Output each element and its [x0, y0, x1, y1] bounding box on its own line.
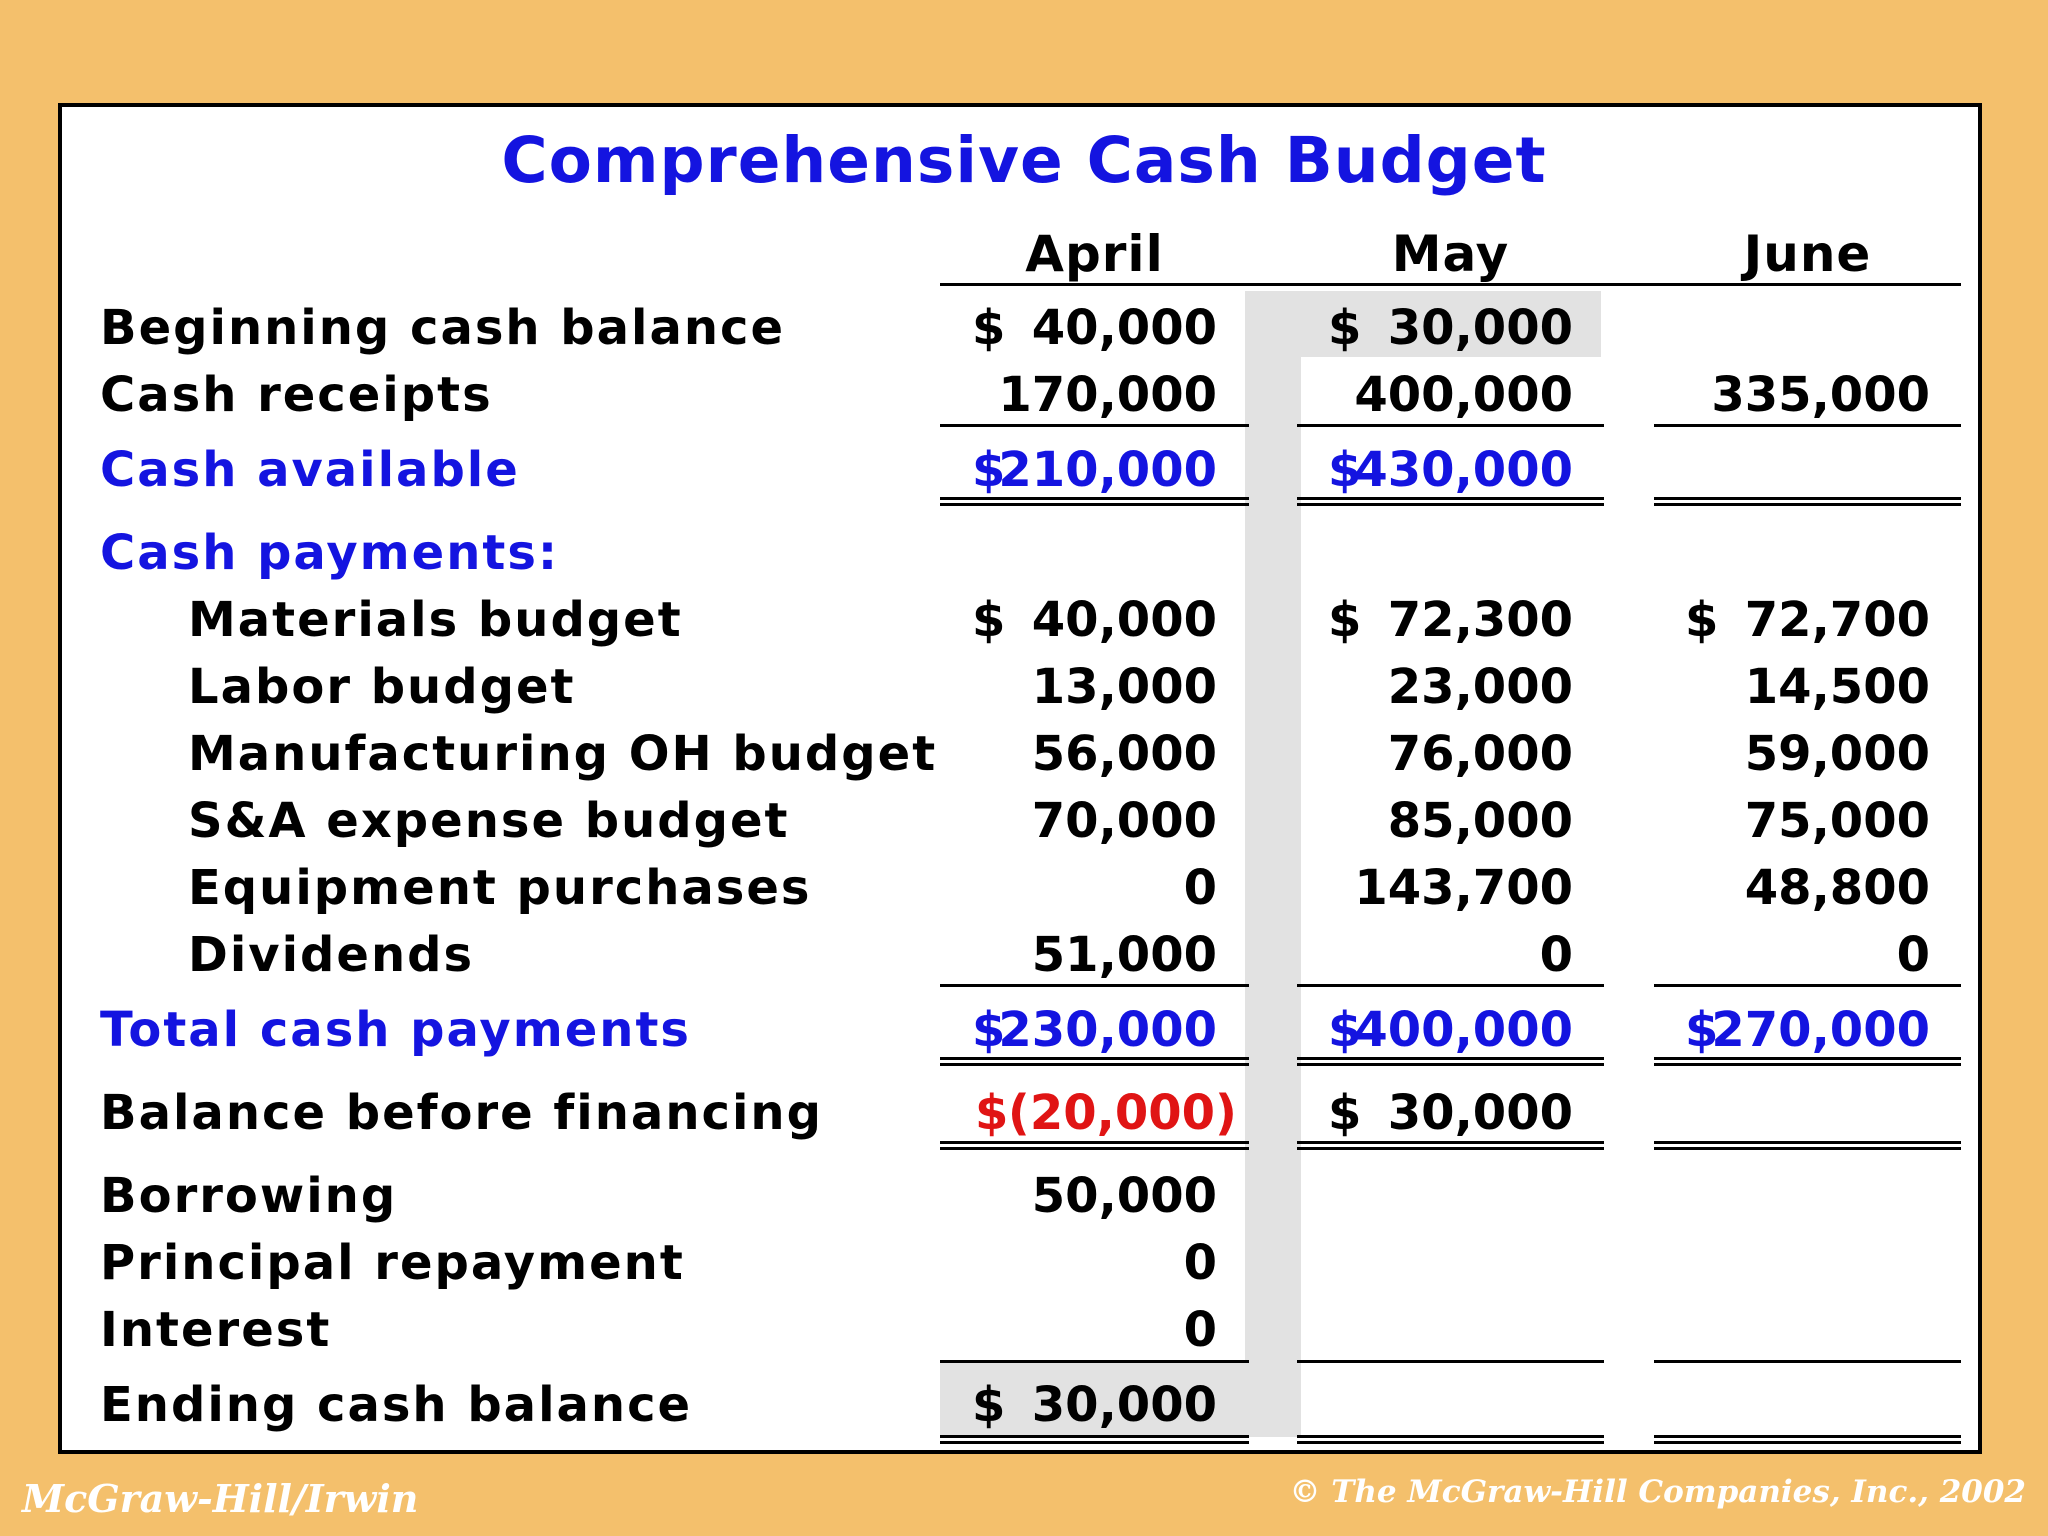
row-label-cash-receipts: Cash receipts	[100, 367, 493, 423]
dollar-sign: $	[1328, 442, 1362, 498]
beginning-cash-balance-may	[1328, 298, 1573, 358]
row-label-beginning-cash-balance: Beginning cash balance	[100, 300, 786, 356]
cell-value: 85,000	[1387, 793, 1573, 849]
cell-value: 72,300	[1387, 592, 1573, 648]
total-double-line	[1297, 1057, 1604, 1066]
copyright-footer: © The McGraw-Hill Companies, Inc., 2002	[1289, 1474, 2026, 1510]
dollar-sign: $	[1685, 1002, 1719, 1058]
sa-expense-budget-june	[1685, 791, 1930, 851]
column-header-may: May	[1391, 225, 1510, 283]
subtotal-line	[1654, 984, 1961, 987]
total-double-line	[1297, 1141, 1604, 1150]
total-double-line	[1654, 1435, 1961, 1444]
cell-value: (20,000)	[1007, 1085, 1237, 1141]
dollar-sign: $	[1328, 300, 1362, 356]
manufacturing-oh-budget-june	[1685, 724, 1930, 784]
row-label-sa-expense-budget: S&A expense budget	[188, 793, 790, 849]
cell-value: 400,000	[1354, 367, 1573, 423]
dollar-sign: $	[1328, 1085, 1362, 1141]
row-label-balance-before-financing: Balance before financing	[100, 1085, 823, 1141]
total-double-line	[1654, 1057, 1961, 1066]
cell-value: 143,700	[1354, 860, 1573, 916]
page-title: Comprehensive Cash Budget	[501, 124, 1547, 197]
cell-value: 0	[1896, 927, 1930, 983]
equipment-purchases-may	[1328, 858, 1573, 918]
cell-value: 48,800	[1744, 860, 1930, 916]
row-label-equipment-purchases: Equipment purchases	[188, 860, 812, 916]
beginning-cash-balance-april	[972, 298, 1217, 358]
subtotal-line	[1297, 984, 1604, 987]
cell-value: 30,000	[1387, 300, 1573, 356]
cell-value: 72,700	[1744, 592, 1930, 648]
materials-budget-may	[1328, 590, 1573, 650]
row-label-borrowing: Borrowing	[100, 1168, 398, 1224]
row-label-labor-budget: Labor budget	[188, 659, 576, 715]
section-label-cash-payments: Cash payments:	[100, 525, 560, 581]
cash-available-may	[1328, 440, 1573, 500]
subtotal-line	[1654, 1360, 1961, 1363]
row-label-principal-repayment: Principal repayment	[100, 1235, 685, 1291]
cell-value: 23,000	[1387, 659, 1573, 715]
subtotal-line	[1654, 424, 1961, 427]
column-header-june: June	[1743, 225, 1872, 283]
total-cash-payments-april	[972, 1000, 1217, 1060]
subtotal-line	[1297, 1360, 1604, 1363]
cell-value: 40,000	[1031, 592, 1217, 648]
dollar-sign: $	[972, 300, 1006, 356]
equipment-purchases-june	[1685, 858, 1930, 918]
dividends-may	[1328, 925, 1573, 985]
cash-receipts-june	[1685, 365, 1930, 425]
row-label-dividends: Dividends	[188, 927, 475, 983]
dividends-june	[1685, 925, 1930, 985]
balance-before-financing-april	[975, 1083, 1237, 1143]
equipment-purchases-april	[972, 858, 1217, 918]
dollar-sign: $	[972, 442, 1006, 498]
cell-value: 0	[1183, 1235, 1217, 1291]
cell-value: 59,000	[1744, 726, 1930, 782]
row-label-total-cash-payments: Total cash payments	[100, 1002, 691, 1058]
subtotal-line	[940, 424, 1249, 427]
labor-budget-june	[1685, 657, 1930, 717]
cell-value: 30,000	[1387, 1085, 1573, 1141]
subtotal-line	[940, 1360, 1249, 1363]
row-label-cash-available: Cash available	[100, 442, 520, 498]
april-may-carryover-shade	[1245, 291, 1301, 1437]
cell-value: 76,000	[1387, 726, 1573, 782]
row-label-ending-cash-balance: Ending cash balance	[100, 1377, 693, 1433]
publisher-footer: McGraw-Hill/Irwin	[22, 1476, 419, 1521]
principal-repayment-april	[972, 1233, 1217, 1293]
subtotal-line	[940, 984, 1249, 987]
materials-budget-april	[972, 590, 1217, 650]
dollar-sign: $	[972, 1377, 1006, 1433]
cell-value: 170,000	[998, 367, 1217, 423]
sa-expense-budget-april	[972, 791, 1217, 851]
labor-budget-april	[972, 657, 1217, 717]
row-label-interest: Interest	[100, 1302, 332, 1358]
total-double-line	[1654, 1141, 1961, 1150]
total-double-line	[940, 497, 1249, 506]
cell-value: 270,000	[1711, 1002, 1930, 1058]
cell-value: 30,000	[1031, 1377, 1217, 1433]
dollar-sign: $	[1328, 592, 1362, 648]
cell-value: 210,000	[998, 442, 1217, 498]
dollar-sign: $	[1328, 1002, 1362, 1058]
dollar-sign: $	[972, 1002, 1006, 1058]
dollar-sign: $	[1685, 592, 1719, 648]
cell-value: 13,000	[1031, 659, 1217, 715]
cell-value: 335,000	[1711, 367, 1930, 423]
cash-receipts-may	[1328, 365, 1573, 425]
total-cash-payments-june	[1685, 1000, 1930, 1060]
interest-april	[972, 1300, 1217, 1360]
dollar-sign: $	[972, 592, 1006, 648]
borrowing-april	[972, 1166, 1217, 1226]
sa-expense-budget-may	[1328, 791, 1573, 851]
dividends-april	[972, 925, 1217, 985]
cell-value: 0	[1183, 860, 1217, 916]
dollar-sign: $	[975, 1085, 1009, 1141]
cell-value: 400,000	[1354, 1002, 1573, 1058]
cell-value: 51,000	[1031, 927, 1217, 983]
cell-value: 230,000	[998, 1002, 1217, 1058]
total-double-line	[1297, 497, 1604, 506]
total-double-line	[940, 1057, 1249, 1066]
manufacturing-oh-budget-april	[972, 724, 1217, 784]
total-double-line	[1654, 497, 1961, 506]
cash-receipts-april	[972, 365, 1217, 425]
labor-budget-may	[1328, 657, 1573, 717]
row-label-manufacturing-oh-budget: Manufacturing OH budget	[188, 726, 938, 782]
ending-cash-balance-april	[972, 1375, 1217, 1435]
column-header-april: April	[1025, 225, 1164, 283]
cell-value: 40,000	[1031, 300, 1217, 356]
cell-value: 50,000	[1031, 1168, 1217, 1224]
cell-value: 430,000	[1354, 442, 1573, 498]
header-underline	[940, 283, 1961, 286]
row-label-materials-budget: Materials budget	[188, 592, 683, 648]
total-double-line	[940, 1141, 1249, 1150]
cell-value: 0	[1539, 927, 1573, 983]
cell-value: 14,500	[1744, 659, 1930, 715]
balance-before-financing-may	[1328, 1083, 1573, 1143]
manufacturing-oh-budget-may	[1328, 724, 1573, 784]
cell-value: 75,000	[1744, 793, 1930, 849]
total-double-line	[1297, 1435, 1604, 1444]
cell-value: 56,000	[1031, 726, 1217, 782]
subtotal-line	[1297, 424, 1604, 427]
total-double-line	[940, 1435, 1249, 1444]
materials-budget-june	[1685, 590, 1930, 650]
cell-value: 0	[1183, 1302, 1217, 1358]
total-cash-payments-may	[1328, 1000, 1573, 1060]
cash-available-april	[972, 440, 1217, 500]
cell-value: 70,000	[1031, 793, 1217, 849]
